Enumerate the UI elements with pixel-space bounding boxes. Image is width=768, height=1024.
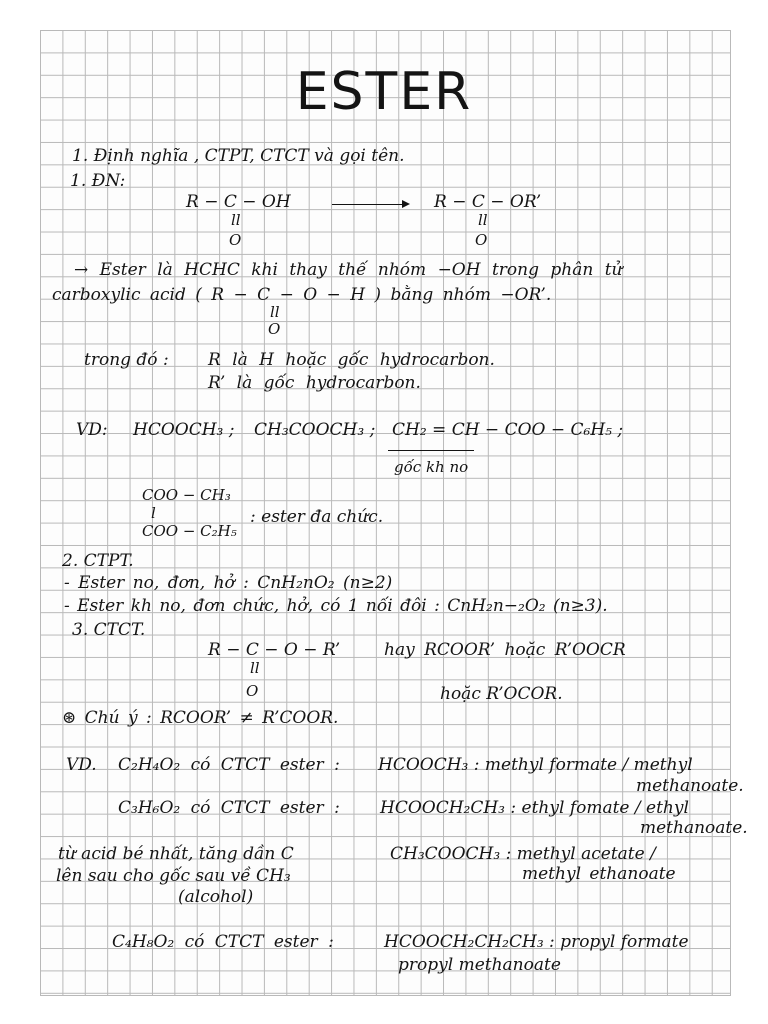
example-label-2: VD. (66, 755, 97, 775)
c2h4o2-right: HCOOCH₃ : methyl formate / methyl (378, 755, 693, 775)
where-line-1: R là H hoặc gốc hydrocarbon. (208, 350, 495, 370)
structure-formula: R − C − O − R’ (208, 640, 341, 660)
structure-alternative-2: hoặc R’OCOR. (440, 684, 563, 704)
ester-double-bond: ll (478, 211, 488, 229)
c4h8o2-cont: propyl methanoate (398, 955, 561, 975)
c3h6o2-acetate: CH₃COOCH₃ : methyl acetate / (390, 844, 656, 864)
acid-oxygen: O (229, 231, 242, 249)
example-3: CH₂ = CH − COO − C₆H₅ ; (392, 420, 624, 440)
carboxyl-oxygen: O (268, 320, 281, 338)
c3h6o2-cont: methanoate. (640, 818, 748, 838)
unsaturated-note: gốc kh no (394, 458, 469, 476)
structure-oxygen: O (246, 682, 259, 700)
diester-note: : ester đa chức. (250, 507, 384, 527)
c3h6o2-acetate-cont: methyl ethanoate (522, 864, 676, 884)
example-1: HCOOCH₃ ; (133, 420, 235, 440)
definition-line-2: carboxylic acid ( R − C − O − H ) bằng nhóm −OR’. (52, 285, 552, 305)
attention-note: ⊛ Chú ý : RCOOR’ ≠ R’COOR. (62, 708, 339, 728)
c3h6o2-right: HCOOCH₂CH₃ : ethyl fomate / ethyl (380, 798, 689, 818)
ester-formula: R − C − OR’ (434, 192, 542, 212)
side-note-1: từ acid bé nhất, tăng dần C (58, 844, 294, 864)
diester-bottom: COO − C₂H₅ (142, 522, 237, 540)
ester-oxygen: O (475, 231, 488, 249)
underline-unsaturated (388, 450, 474, 451)
structure-double-bond: ll (250, 659, 260, 677)
acid-formula: R − C − OH (186, 192, 291, 212)
carboxyl-double-bond: ll (270, 303, 280, 321)
c4h8o2-right: HCOOCH₂CH₂CH₃ : propyl formate (384, 932, 689, 952)
where-line-2: R’ là gốc hydrocarbon. (208, 373, 421, 393)
diester-top: COO − CH₃ (142, 486, 231, 504)
formula-saturated: - Ester no, đơn, hở : CnH₂nO₂ (n≥2) (64, 573, 393, 593)
reaction-arrow (332, 204, 408, 205)
acid-double-bond: ll (231, 211, 241, 229)
c4h8o2-left: C₄H₈O₂ có CTCT ester : (112, 932, 334, 952)
definition-line-1: → Ester là HCHC khi thay thế nhóm −OH trong phân tử (74, 260, 623, 280)
where-label: trong đó : (84, 350, 169, 370)
section2-heading: 2. CTPT. (62, 551, 134, 571)
example-2: CH₃COOCH₃ ; (254, 420, 376, 440)
c2h4o2-cont: methanoate. (636, 776, 744, 796)
formula-unsaturated: - Ester kh no, đơn chức, hở, có 1 nối đôi : CnH₂n−₂O₂ (n≥3). (64, 596, 608, 616)
side-note-2: lên sau cho gốc sau về CH₃ (56, 866, 291, 886)
example-label: VD: (76, 420, 108, 440)
side-note-3: (alcohol) (178, 887, 254, 907)
diester-bond: l (151, 504, 156, 522)
section3-heading: 3. CTCT. (72, 620, 146, 640)
structure-alternatives: hay RCOOR’ hoặc R’OOCR (384, 640, 626, 660)
definition-subheading: 1. ĐN: (70, 171, 126, 191)
c3h6o2-left: C₃H₆O₂ có CTCT ester : (118, 798, 340, 818)
section1-heading: 1. Định nghĩa , CTPT, CTCT và gọi tên. (72, 146, 405, 166)
c2h4o2-left: C₂H₄O₂ có CTCT ester : (118, 755, 340, 775)
page-title: ESTER (295, 62, 473, 122)
